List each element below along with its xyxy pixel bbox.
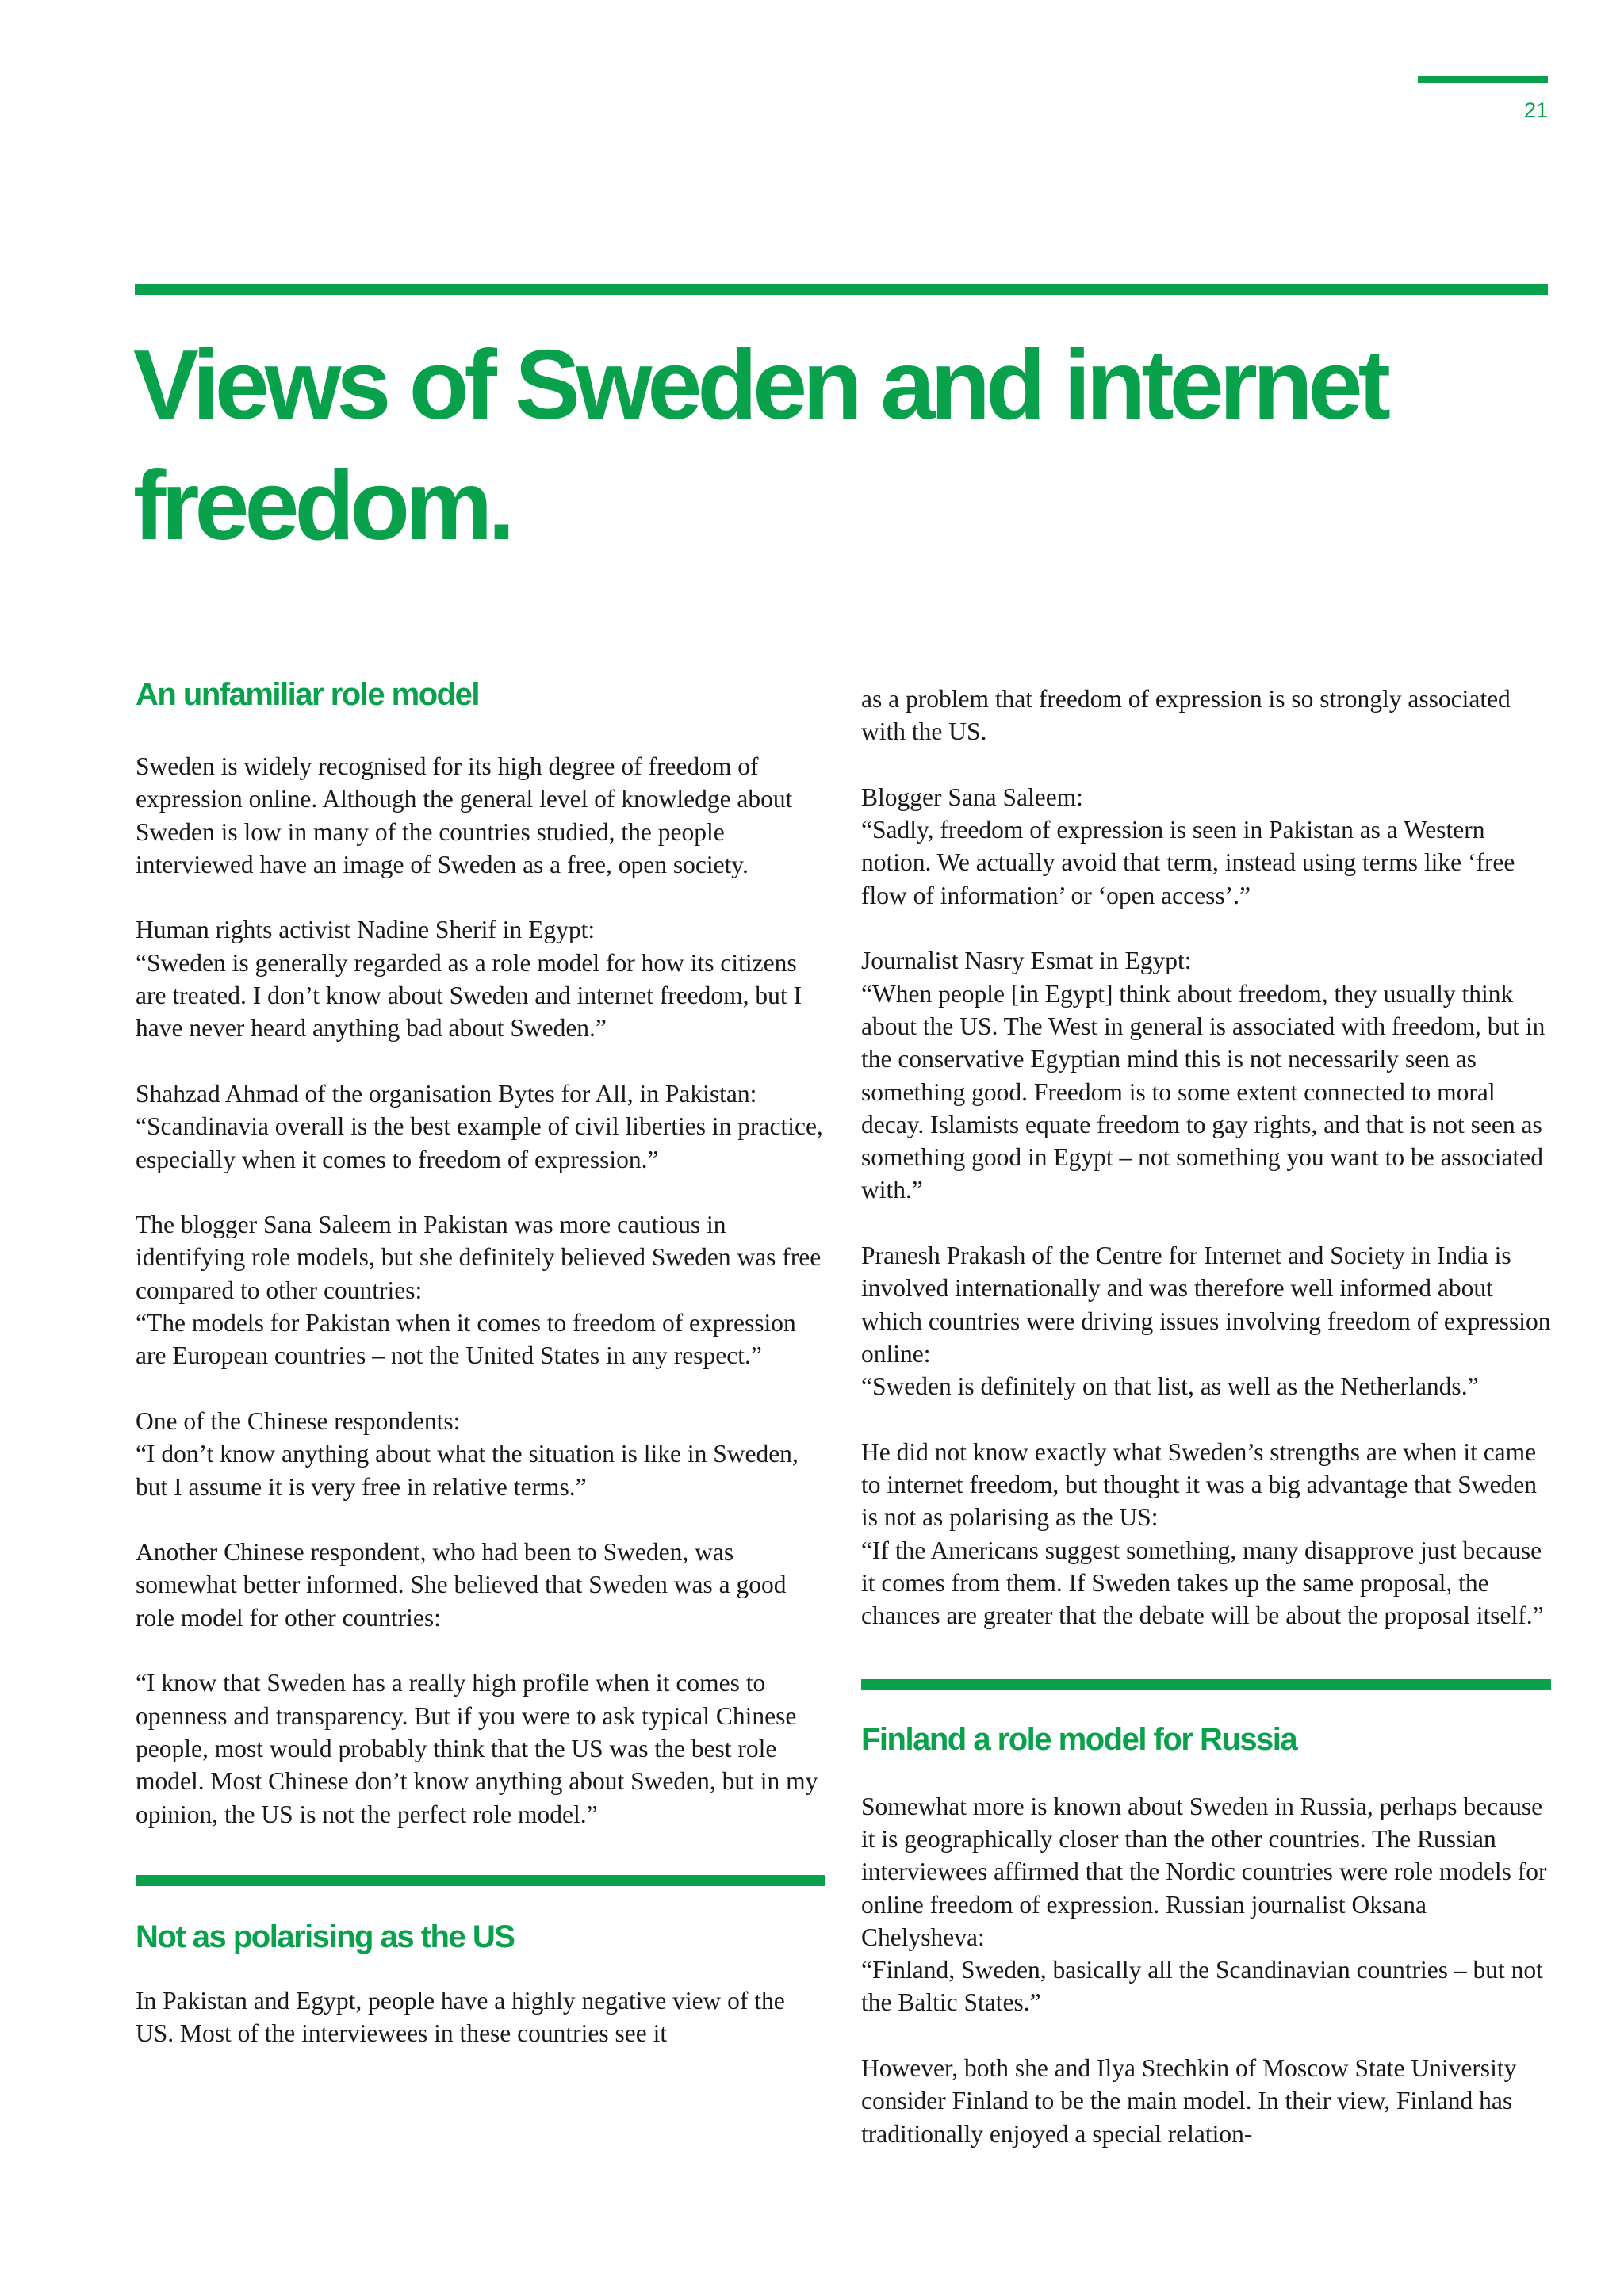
quote: “If the Americans suggest something, many disapprove just because it comes from them. If Sweden takes up the same proposal, the chances are greater that the debate will be about the proposal itself.” bbox=[861, 1536, 1544, 1630]
quote: “Sadly, freedom of expression is seen in Pakistan as a Western notion. We actually avoid that term, instead using terms like ‘free flow of information’ or ‘open access’.” bbox=[861, 816, 1515, 909]
paragraph: He did not know exactly what Sweden’s strengths are when it came to internet freedom, but thought it was a big advantage that Sweden is not as polarising as the US: bbox=[861, 1437, 1538, 1532]
paragraph: One of the Chinese respondents: bbox=[136, 1406, 461, 1435]
paragraph: Somewhat more is known about Sweden in Russia, perhaps because it is geographically closer than the other countries. The Russian interviewees affirmed that the Nordic countries were role models for online freedom of expression. Russian journalist Oksana Chelysheva: bbox=[861, 1792, 1547, 1951]
paragraph: Blogger Sana Saleem: bbox=[861, 783, 1083, 811]
paragraph: The blogger Sana Saleem in Pakistan was more cautious in identifying role models, but she definitely believed Sweden was free compared to other countries: bbox=[136, 1211, 822, 1304]
paragraph: However, both she and Ilya Stechkin of Moscow State University consider Finland to be the main model. In their view, Finland has traditionally enjoyed a special relation- bbox=[861, 2053, 1517, 2148]
paragraph: Sweden is widely recognised for its high degree of freedom of expression online. Although the general level of knowledge about Sweden is low in many of the countries studied, the people interviewed have an image of Sweden as a free, open society. bbox=[136, 752, 793, 878]
paragraph: as a problem that freedom of expression is so strongly associated with the US. bbox=[861, 685, 1511, 746]
quote: “Sweden is generally regarded as a role model for how its citizens are treated. I don’t know about Sweden and internet freedom, but I have never heard anything bad about Sweden.” bbox=[136, 948, 802, 1043]
top-accent-rule bbox=[1418, 76, 1548, 83]
quote: “When people [in Egypt] think about freedom, they usually think about the US. The West in general is associated with freedom, but in the conservative Egyptian mind this is not necessarily seen as something good. Freedom is to some extent connected to moral decay. Islamists equate freedom to gay rights, and that is not seen as something good in Egypt – not something you want to be associated with.” bbox=[861, 979, 1545, 1204]
quote: “The models for Pakistan when it comes to freedom of expression are European countries – not the United States in any respect.” bbox=[136, 1309, 796, 1370]
paragraph: Pranesh Prakash of the Centre for Internet and Society in India is involved internationally and was therefore well informed about which countries were driving issues involving freedom of expression online: bbox=[861, 1242, 1551, 1368]
paragraph: Human rights activist Nadine Sherif in Egypt: bbox=[136, 916, 596, 944]
paragraph: In Pakistan and Egypt, people have a highly negative view of the US. Most of the interviewees in these countries see it bbox=[136, 1986, 785, 2048]
quote: “I know that Sweden has a really high profile when it comes to openness and transparency. But if you were to ask typical Chinese people, most would probably think that the US was the best role model. Most Chinese don’t know anything about Sweden, but in my opinion, the US is not the perfect role model.” bbox=[136, 1669, 818, 1828]
paragraph: Shahzad Ahmad of the organisation Bytes for All, in Pakistan: bbox=[136, 1079, 757, 1108]
paragraph: Journalist Nasry Esmat in Egypt: bbox=[861, 947, 1192, 975]
quote: “Sweden is definitely on that list, as well as the Netherlands.” bbox=[861, 1372, 1479, 1401]
page-title: Views of Sweden and internet freedom. bbox=[133, 331, 1386, 561]
quote: “Finland, Sweden, basically all the Scandinavian countries – but not the Baltic States.” bbox=[861, 1956, 1543, 2017]
page-number: 21 bbox=[1523, 98, 1548, 122]
section-rule-polarising bbox=[136, 1875, 825, 1886]
section-heading-unfamiliar-role-model: An unfamiliar role model bbox=[136, 677, 479, 712]
quote: “I don’t know anything about what the situation is like in Sweden, but I assume it is very free in relative terms.” bbox=[136, 1440, 799, 1501]
section-heading-not-as-polarising: Not as polarising as the US bbox=[136, 1919, 515, 1954]
left-column bbox=[136, 672, 825, 2049]
right-column bbox=[861, 683, 1551, 2150]
quote: “Scandinavia overall is the best example of civil liberties in practice, especially when it comes to freedom of expression.” bbox=[136, 1112, 823, 1173]
title-rule bbox=[135, 284, 1548, 295]
section-rule-finland bbox=[861, 1679, 1551, 1690]
paragraph: Another Chinese respondent, who had been to Sweden, was somewhat better informed. She believed that Sweden was a good role model for other countries: bbox=[136, 1538, 787, 1632]
section-heading-finland-role-model: Finland a role model for Russia bbox=[861, 1721, 1297, 1757]
